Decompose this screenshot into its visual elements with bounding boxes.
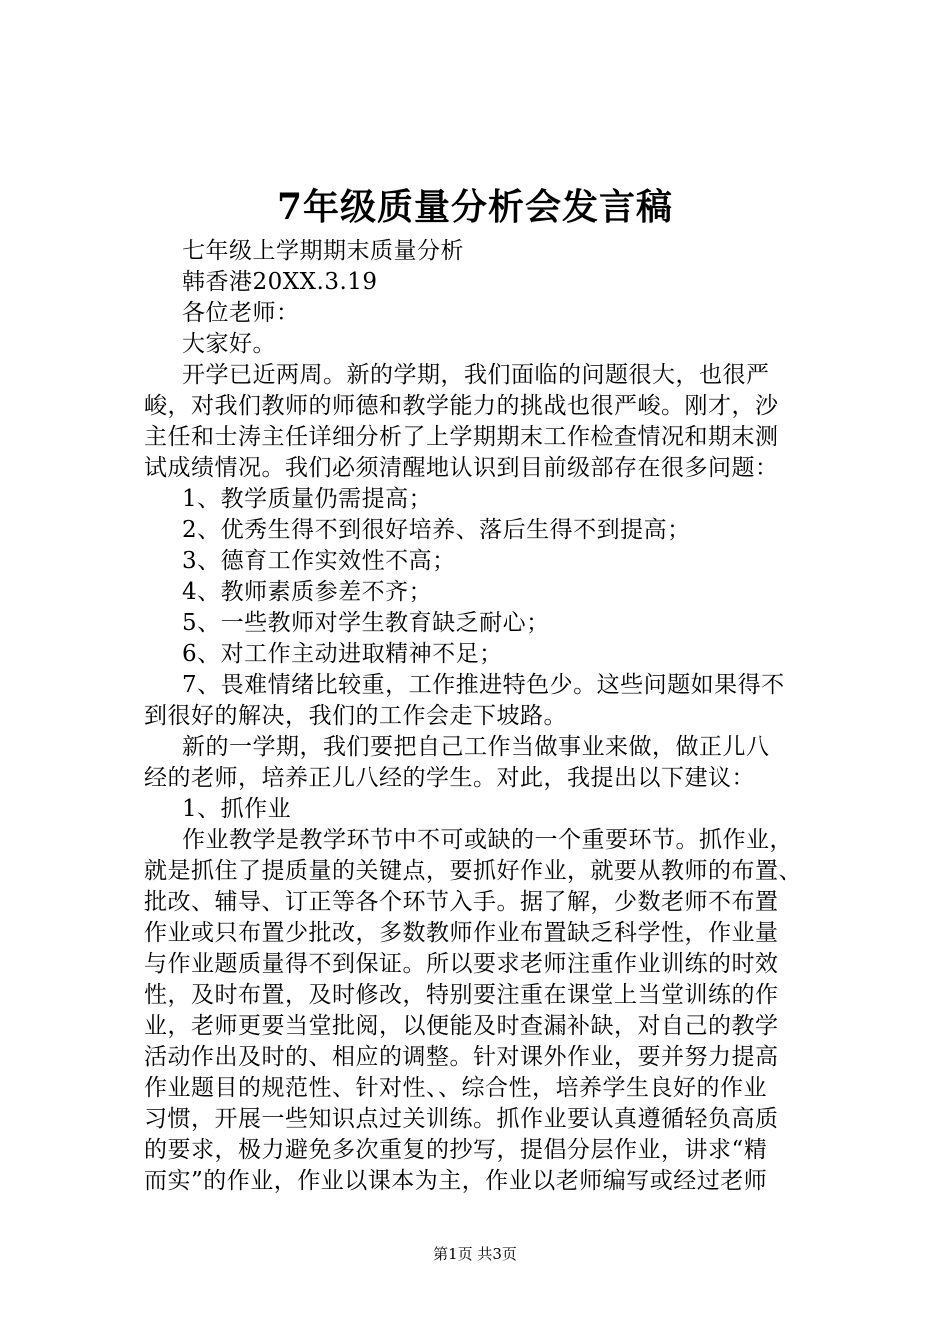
text-line: 3、德育工作实效性不高； [182, 548, 456, 574]
text-line: 作业题目的规范性、针对性、、综合性，培养学生良好的作业 [144, 1075, 767, 1101]
text-line: 就是抓住了提质量的关键点，要抓好作业，就要从教师的布置、 [144, 858, 802, 884]
text-line: 经的老师，培养正儿八经的学生。对此，我提出以下建议： [144, 765, 755, 791]
text-line: 习惯，开展一些知识点过关训练。抓作业要认真遵循轻负高质 [144, 1106, 779, 1132]
text-line: 5、一些教师对学生教育缺乏耐心； [182, 610, 550, 636]
text-line: 到很好的解决，我们的工作会走下坡路。 [144, 703, 567, 729]
text-line: 而实”的作业，作业以课本为主，作业以老师编写或经过老师 [144, 1168, 768, 1194]
page-number: 第1页 共3页 [433, 1245, 517, 1263]
text-line: 新的一学期，我们要把自己工作当做事业来做，做正儿八 [182, 734, 770, 760]
text-line: 开学已近两周。新的学期，我们面临的问题很大，也很严 [182, 362, 770, 388]
text-line: 主任和士涛主任详细分析了上学期期末工作检查情况和期末测 [144, 424, 779, 450]
text-line: 各位老师： [182, 300, 300, 326]
text-line: 1、抓作业 [182, 796, 292, 822]
text-line: 2、优秀生得不到很好培养、落后生得不到提高； [182, 517, 691, 543]
text-line: 作业教学是教学环节中不可或缺的一个重要环节。抓作业， [182, 827, 793, 853]
text-line: 4、教师素质参差不齐； [182, 579, 433, 605]
text-line: 活动作出及时的、相应的调整。针对课外作业，要并努力提高 [144, 1044, 779, 1070]
text-line: 7、畏难情绪比较重，工作推进特色少。这些问题如果得不 [182, 672, 785, 698]
text-line: 韩香港20XX.3.19 [182, 269, 378, 295]
text-line: 大家好。 [182, 331, 276, 357]
document-body [144, 236, 834, 1197]
text-line: 七年级上学期期末质量分析 [182, 238, 464, 264]
text-line: 峻，对我们教师的师德和教学能力的挑战也很严峻。刚才，沙 [144, 393, 779, 419]
text-line: 6、对工作主动进取精神不足； [182, 641, 503, 667]
text-line: 与作业题质量得不到保证。所以要求老师注重作业训练的时效 [144, 951, 779, 977]
text-line: 性，及时布置，及时修改，特别要注重在课堂上当堂训练的作 [144, 982, 779, 1008]
text-line: 批改、辅导、订正等各个环节入手。据了解，少数老师不布置 [144, 889, 779, 915]
document-title: 7年级质量分析会发言稿 [276, 186, 674, 228]
text-line: 作业或只布置少批改，多数教师作业布置缺乏科学性，作业量 [144, 920, 779, 946]
text-line: 1、教学质量仍需提高； [182, 486, 433, 512]
text-line: 试成绩情况。我们必须清醒地认识到目前级部存在很多问题： [144, 455, 779, 481]
text-line: 业，老师更要当堂批阅，以便能及时查漏补缺，对自己的教学 [144, 1013, 779, 1039]
text-line: 的要求，极力避免多次重复的抄写，提倡分层作业，讲求“精 [144, 1137, 768, 1163]
